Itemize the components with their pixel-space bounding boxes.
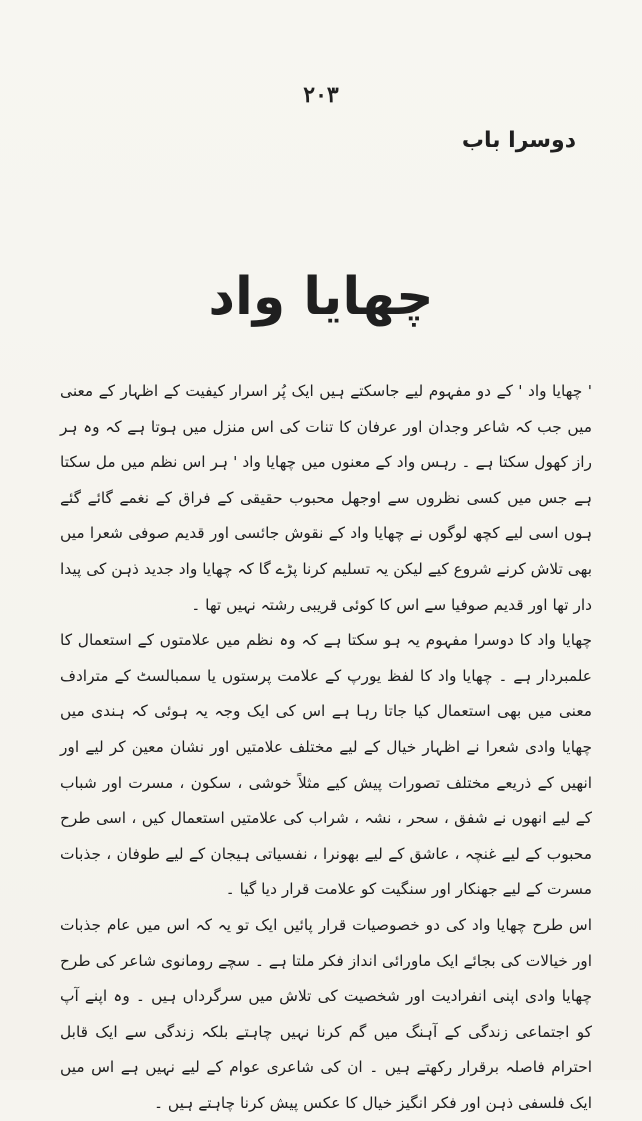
chapter-label: دوسرا باب [461, 128, 576, 153]
paragraph-3: اس طرح چھایا واد کی دو خصوصیات قرار پائیں ایک تو یہ کہ اس میں عام جذبات اور خیالات کی بجائے ایک ماورائی انداز فکر ملتا ہے ۔ سچے رومانوی شاعر کی طرح چھایا وادی اپنی انفرادیت اور شخصیت کی تلاش میں سرگرداں ہیں ۔ وہ اپنے آپ کو اجتماعی زندگی کے آہنگ میں گم کرنا نہیں چاہتے بلکہ زندگی سے ایک قابل احترام فاصلہ برقرار رکھتے ہیں ۔ ان کی شاعری عوام کے لیے نہیں ہے اس میں ایک فلسفی ذہن اور فکر انگیز خیال کا عکس پیش کرنا چاہتے ہیں ۔ [60, 915, 592, 1112]
section-title: چھایا واد [208, 267, 434, 327]
paragraph-2: چھایا واد کا دوسرا مفہوم یہ ہو سکتا ہے کہ وہ نظم میں علامتوں کے استعمال کا علمبردار ہے ۔ چھایا واد کا لفظ یورپ کے علامت پرستوں یا سمبالسٹ کے مترادف معنی میں بھی استعمال کیا جاتا رہا ہے اس کی ایک وجہ یہ ہوئی کہ ہندی میں چھایا وادی شعرا نے اظہار خیال کے لیے مختلف علامتیں اور نشان معین کر لیے اور انھیں کے ذریعے مختلف تصورات پیش کیے مثلاً خوشی ، سکون ، مسرت اور شباب کے لیے انھوں نے شفق ، سحر ، نشہ ، شراب کی علامتیں استعمال کیں ، اسی طرح محبوب کے لیے غنچہ ، عاشق کے لیے بھونرا ، نفسیاتی ہیجان کے لیے طوفان ، جذبات مسرت کے لیے جھنکار اور سنگیت کو علامت قرار دیا گیا ۔ [60, 631, 592, 899]
body-text [60, 374, 592, 1121]
page-number: ٢٠٣ [303, 82, 339, 108]
paragraph-1: ' چھایا واد ' کے دو مفہوم لیے جاسکتے ہیں ایک پُر اسرار کیفیت کے اظہار کے معنی میں جب کہ شاعر وجدان اور عرفان کا تنات کی اس منزل میں ہوتا ہے کہ وہ ہر راز کھول سکتا ہے ۔ رہس واد کے معنوں میں چھایا واد ' ہر اس نظم میں مل سکتا ہے جس میں کسی نظروں سے اوجھل محبوب حقیقی کے فراق کے نغمے گائے گئے ہوں اسی لیے کچھ لوگوں نے چھایا واد کے نقوش جائسی اور قدیم صوفی شعرا میں بھی تلاش کرنے شروع کیے لیکن یہ تسلیم کرنا پڑے گا کہ چھایا واد جدید ذہن کی پیدا دار تھا اور قدیم صوفیا سے اس کا کوئی قریبی رشتہ نہیں تھا ۔ [60, 382, 592, 614]
